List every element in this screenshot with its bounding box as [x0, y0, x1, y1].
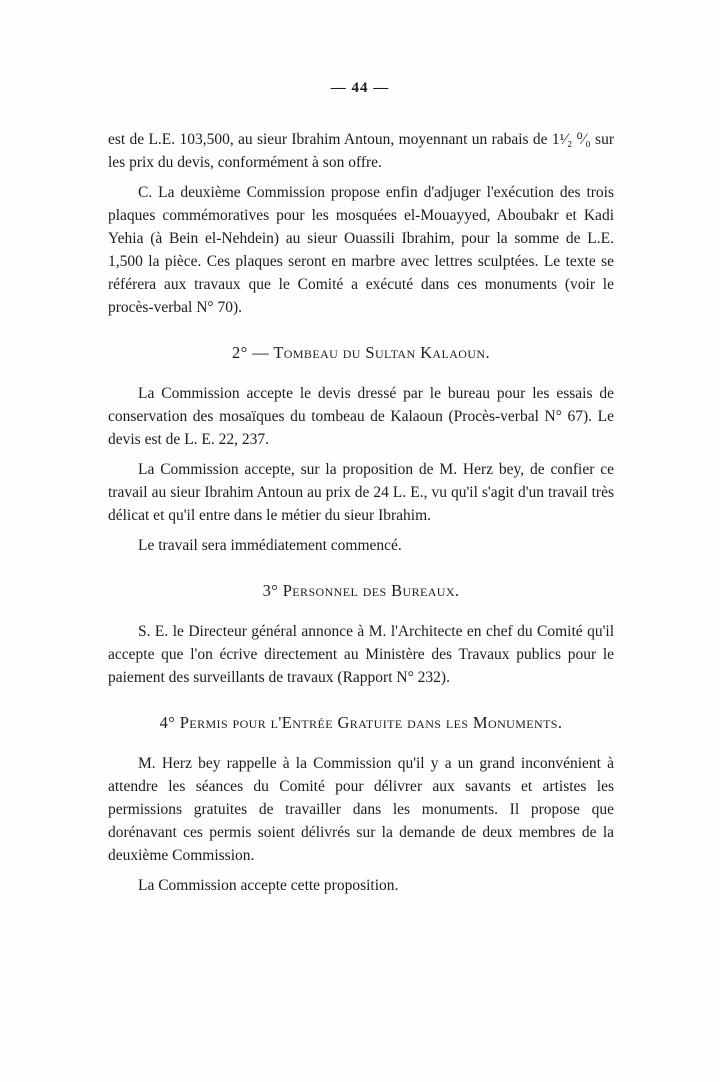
- page-body-text: [108, 128, 614, 904]
- paragraph: M. Herz bey rappelle à la Commission qu'il y a un grand inconvénient à attendre les séances du Comité pour délivrer aux savants et artistes les permissions gratuites de travailler dans les monuments. Il propose que dorénavant ces permis soient délivrés sur la demande de deux membres de la deuxième Commission.: [108, 755, 614, 864]
- paragraph: C. La deuxième Commission propose enfin d'adjuger l'exécution des trois plaques commémoratives pour les mosquées el-Mouayyed, Aboubakr et Kadi Yehia (à Bein el-Nehdein) au sieur Ouassili Ibrahim, pour la somme de L.E. 1,500 la pièce. Ces plaques seront en marbre avec lettres sculptées. Le texte se référera aux travaux que le Comité a exécuté dans ces monuments (voir le procès-verbal N° 70).: [108, 184, 614, 316]
- paragraph: La Commission accepte, sur la proposition de M. Herz bey, de confier ce travail au sieur Ibrahim Antoun au prix de 24 L. E., vu qu'il s'agit d'un travail très délicat et qu'il entre dans le métier du sieur Ibrahim.: [108, 461, 614, 524]
- paragraph-continuation: est de L.E. 103,500, au sieur Ibrahim Antoun, moyennant un rabais de 1¹⁄₂ ⁰⁄₀ sur les prix du devis, conformément à son offre.: [108, 131, 614, 171]
- section-heading-permis-entree-gratuite: 4° Permis pour l'Entrée Gratuite dans les Monuments.: [159, 713, 563, 732]
- paragraph: La Commission accepte cette proposition.: [138, 877, 399, 894]
- paragraph: S. E. le Directeur général annonce à M. l'Architecte en chef du Comité qu'il accepte que l'on écrive directement au Ministère des Travaux publics pour le paiement des surveillants de travaux (Rapport N° 232).: [108, 623, 614, 686]
- page-number: — 44 —: [330, 80, 390, 96]
- paragraph: Le travail sera immédiatement commencé.: [138, 537, 402, 554]
- section-heading-personnel-des-bureaux: 3° Personnel des Bureaux.: [262, 581, 460, 600]
- section-heading-tombeau-sultan-kalaoun: 2° — Tombeau du Sultan Kalaoun.: [232, 343, 490, 362]
- paragraph: La Commission accepte le devis dressé par le bureau pour les essais de conservation des mosaïques du tombeau de Kalaoun (Procès-verbal N° 67). Le devis est de L. E. 22, 237.: [108, 385, 614, 448]
